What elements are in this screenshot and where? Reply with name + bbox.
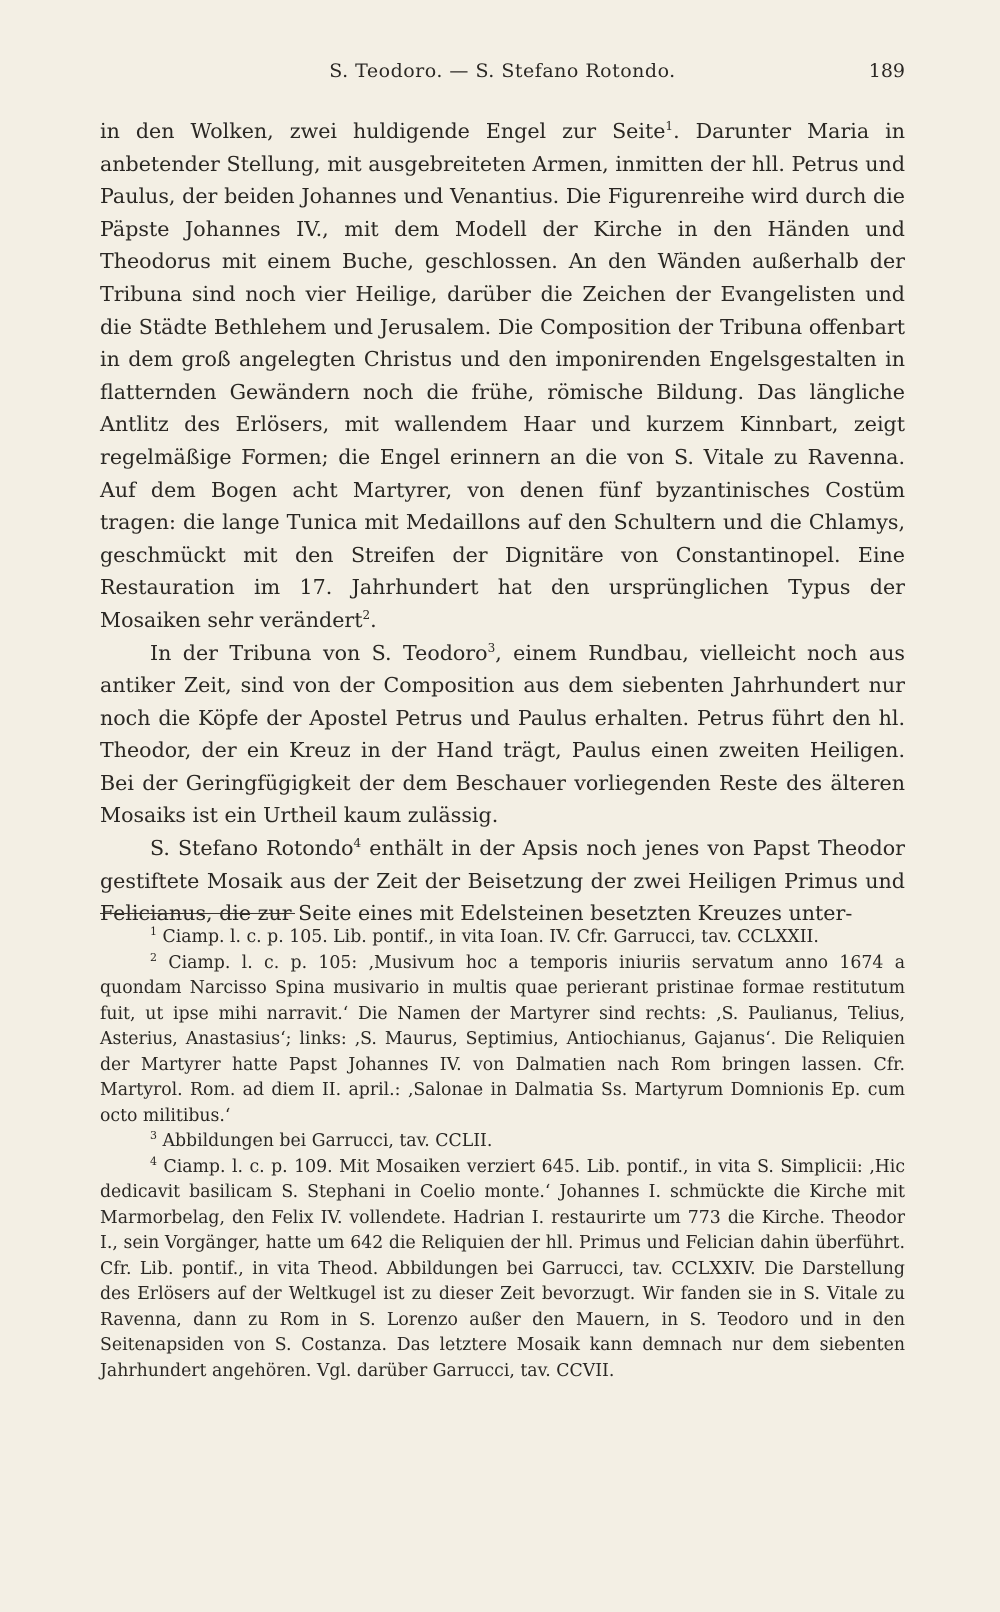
paragraph-1-text-continued: . Darunter Maria in anbetender Stellung, mit ausgebreiteten Armen, inmitten der hll. Petrus und Paulus, der beiden Johannes und Venantius. Die Figurenreihe wird durch die Päpste Johannes IV., mit dem Modell der Kirche in den Händen und Theodorus mit einem Buche, geschlossen. An den Wänden außerhalb der Tribuna sind noch vier Heilige, darüber die Zeichen der Evangelisten und die Städte Bethlehem und Jerusalem. Die Composition der Tribuna offenbart in dem groß angelegten Christus und den imponirenden Engelsgestalten in flatternden Gewändern noch die frühe, römische Bildung. Das längliche Antlitz des Erlösers, mit wallendem Haar und kurzem Kinnbart, zeigt regelmäßige Formen; die Engel erinnern an die von S. Vitale zu Ravenna. Auf dem Bogen acht Martyrer, von denen fünf byzantinisches Costüm tragen: die lange Tunica mit Medaillons auf den Schultern und die Chlamys, geschmückt mit den Streifen der Dignitäre von Constantinopel. Eine Restauration im 17. Jahrhundert hat den ursprünglichen Typus der Mosaiken sehr verändert — [100, 119, 906, 632]
footnote-3 — [100, 1129, 905, 1155]
footnote-ref-2: 2 — [362, 608, 371, 623]
footnote-2-mark: 2 — [150, 950, 157, 964]
footnote-divider — [100, 913, 295, 914]
main-text — [100, 115, 905, 930]
paragraph-2 — [100, 637, 905, 833]
footnote-2-text: Ciamp. l. c. p. 105: ‚Musivum hoc a temporis iniuriis servatum anno 1674 a quondam Narcisso Spina musivario in multis quae perierant pristinae formae restitutum fuit, ut ipse mihi narravit.‘ Die Namen der Martyrer sind rechts: ‚S. Paulianus, Telius, Asterius, Anastasius‘; links: ‚S. Maurus, Septimius, Antiochianus, Gajanus‘. Die Reliquien der Martyrer hatte Papst Johannes IV. von Dalmatien nach Rom bringen lassen. Cfr. Martyrol. Rom. ad diem II. april.: ‚Salonae in Dalmatia Ss. Martyrum Domnionis Ep. cum octo militibus.‘ — [100, 952, 906, 1126]
paragraph-3 — [100, 832, 905, 930]
paragraph-3-text: S. Stefano Rotondo — [150, 836, 354, 861]
paragraph-3-text-continued: enthält in der Apsis noch jenes von Papst Theodor gestiftete Mosaik aus der Zeit der Beisetzung der zwei Heiligen Primus und Felicianus, die zur Seite eines mit Edelsteinen besetzten Kreuzes unter- — [100, 836, 905, 926]
running-head: S. Teodoro. — S. Stefano Rotondo. — [329, 60, 676, 82]
footnote-3-mark: 3 — [150, 1129, 157, 1143]
footnote-3-text: Abbildungen bei Garrucci, tav. CCLII. — [162, 1131, 493, 1151]
footnote-1-text: Ciamp. l. c. p. 105. Lib. pontif., in vita Ioan. IV. Cfr. Garrucci, tav. CCLXXII. — [162, 927, 819, 947]
footnotes — [100, 925, 905, 1384]
footnote-ref-4: 4 — [353, 836, 362, 851]
page-header — [100, 60, 905, 90]
paragraph-2-text: In der Tribuna von S. Teodoro — [150, 640, 488, 665]
footnote-ref-3: 3 — [487, 640, 496, 655]
paragraph-1-end: . — [370, 607, 377, 632]
paragraph-1 — [100, 115, 905, 637]
footnote-4-mark: 4 — [150, 1154, 157, 1168]
footnote-1 — [100, 925, 905, 951]
paragraph-2-text-continued: , einem Rundbau, vielleicht noch aus antiker Zeit, sind von der Composition aus dem siebenten Jahrhundert nur noch die Köpfe der Apostel Petrus und Paulus erhalten. Petrus führt den hl. Theodor, der ein Kreuz in der Hand trägt, Paulus einen zweiten Heiligen. Bei der Geringfügigkeit der dem Beschauer vorliegenden Reste des älteren Mosaiks ist ein Urtheil kaum zulässig. — [100, 640, 906, 828]
footnote-ref-1: 1 — [665, 119, 674, 134]
footnote-4 — [100, 1155, 905, 1385]
footnote-1-mark: 1 — [150, 925, 157, 939]
footnote-4-text: Ciamp. l. c. p. 109. Mit Mosaiken verziert 645. Lib. pontif., in vita S. Simplicii: ‚Hic dedicavit basilicam S. Stephani in Coelio monte.‘ Johannes I. schmückte die Kirche mit Marmorbelag, den Felix IV. vollendete. Hadrian I. restaurirte um 773 die Kirche. Theodor I., sein Vorgänger, hatte um 642 die Reliquien der hll. Primus und Felician dahin überführt. Cfr. Lib. pontif., in vita Theod. Abbildungen bei Garrucci, tav. CCLXXIV. Die Darstellung des Erlösers auf der Weltkugel ist zu dieser Zeit bevorzugt. Wir fanden sie in S. Vitale zu Ravenna, dann zu Rom in S. Lorenzo außer den Mauern, in S. Teodoro und in den Seitenapsiden von S. Costanza. Das letztere Mosaik kann demnach nur dem siebenten Jahrhundert angehören. Vgl. darüber Garrucci, tav. CCVII. — [100, 1156, 905, 1381]
paragraph-1-text: in den Wolken, zwei huldigende Engel zur Seite — [100, 119, 666, 143]
page-number: 189 — [868, 60, 905, 82]
footnote-2 — [100, 951, 905, 1130]
